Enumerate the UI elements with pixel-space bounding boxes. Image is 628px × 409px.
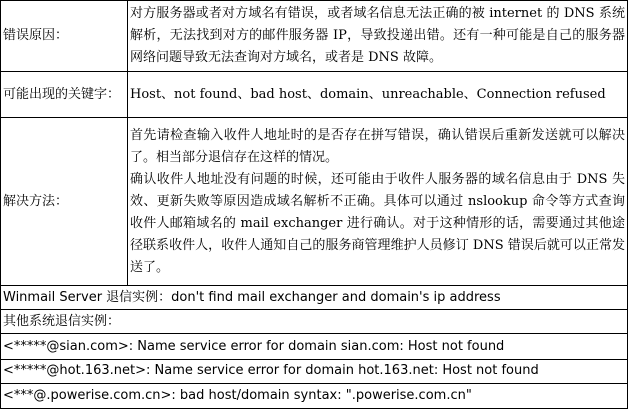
solution-cell: [128, 118, 628, 286]
example-row: [1, 334, 628, 359]
cause-label: 错误原因：: [1, 1, 128, 72]
example-text-3: <***@.powerise.com.cn>: bad host/domain syntax: ".powerise.com.cn": [1, 383, 628, 408]
example-row: [1, 383, 628, 408]
cause-row: [1, 1, 628, 72]
solution-label: 解决方法：: [1, 118, 128, 286]
keywords-row: [1, 72, 628, 118]
other-examples-label: 其他系统退信实例：: [1, 310, 628, 334]
solution-paragraph-2: 确认收件人地址没有问题的时候，还可能由于收件人服务器的域名信息由于 DNS 失效、更新失败等原因造成域名解析不正确。具体可以通过 nslookup 命令等方式查询收件人邮箱域名的 mail exchanger 进行确认。对于这种情形的话，需要通过其他途径联系收件人，收件人通知自己的服务商管理维护人员修订 DNS 错误后就可以正常发送了。: [130, 171, 625, 275]
example-text-2: <*****@hot.163.net>: Name service error for domain hot.163.net: Host not found: [1, 359, 628, 383]
solution-row: [1, 118, 628, 286]
example-text-1: <*****@sian.com>: Name service error for domain sian.com: Host not found: [1, 334, 628, 359]
winmail-example-text: Winmail Server 退信实例：don't find mail exchanger and domain's ip address: [1, 286, 628, 310]
other-examples-row: [1, 310, 628, 334]
example-row: [1, 359, 628, 383]
keywords-label: 可能出现的关键字：: [1, 72, 128, 118]
keywords-text: Host、not found、bad host、domain、unreachable、Connection refused: [128, 72, 628, 118]
solution-paragraph-1: 首先请检查输入收件人地址时的是否存在拼写错误，确认错误后重新发送就可以解决了。相当部分退信存在这样的情况。: [130, 127, 625, 165]
winmail-example-row: [1, 286, 628, 310]
cause-text: 对方服务器或者对方域名有错误，或者域名信息无法正确的被 internet 的 DNS 系统解析，无法找到对方的邮件服务器 IP，导致投递出错。还有一种可能是自己的服务器网络问题导致无法查询对方域名，或者是 DNS 故障。: [128, 1, 628, 72]
